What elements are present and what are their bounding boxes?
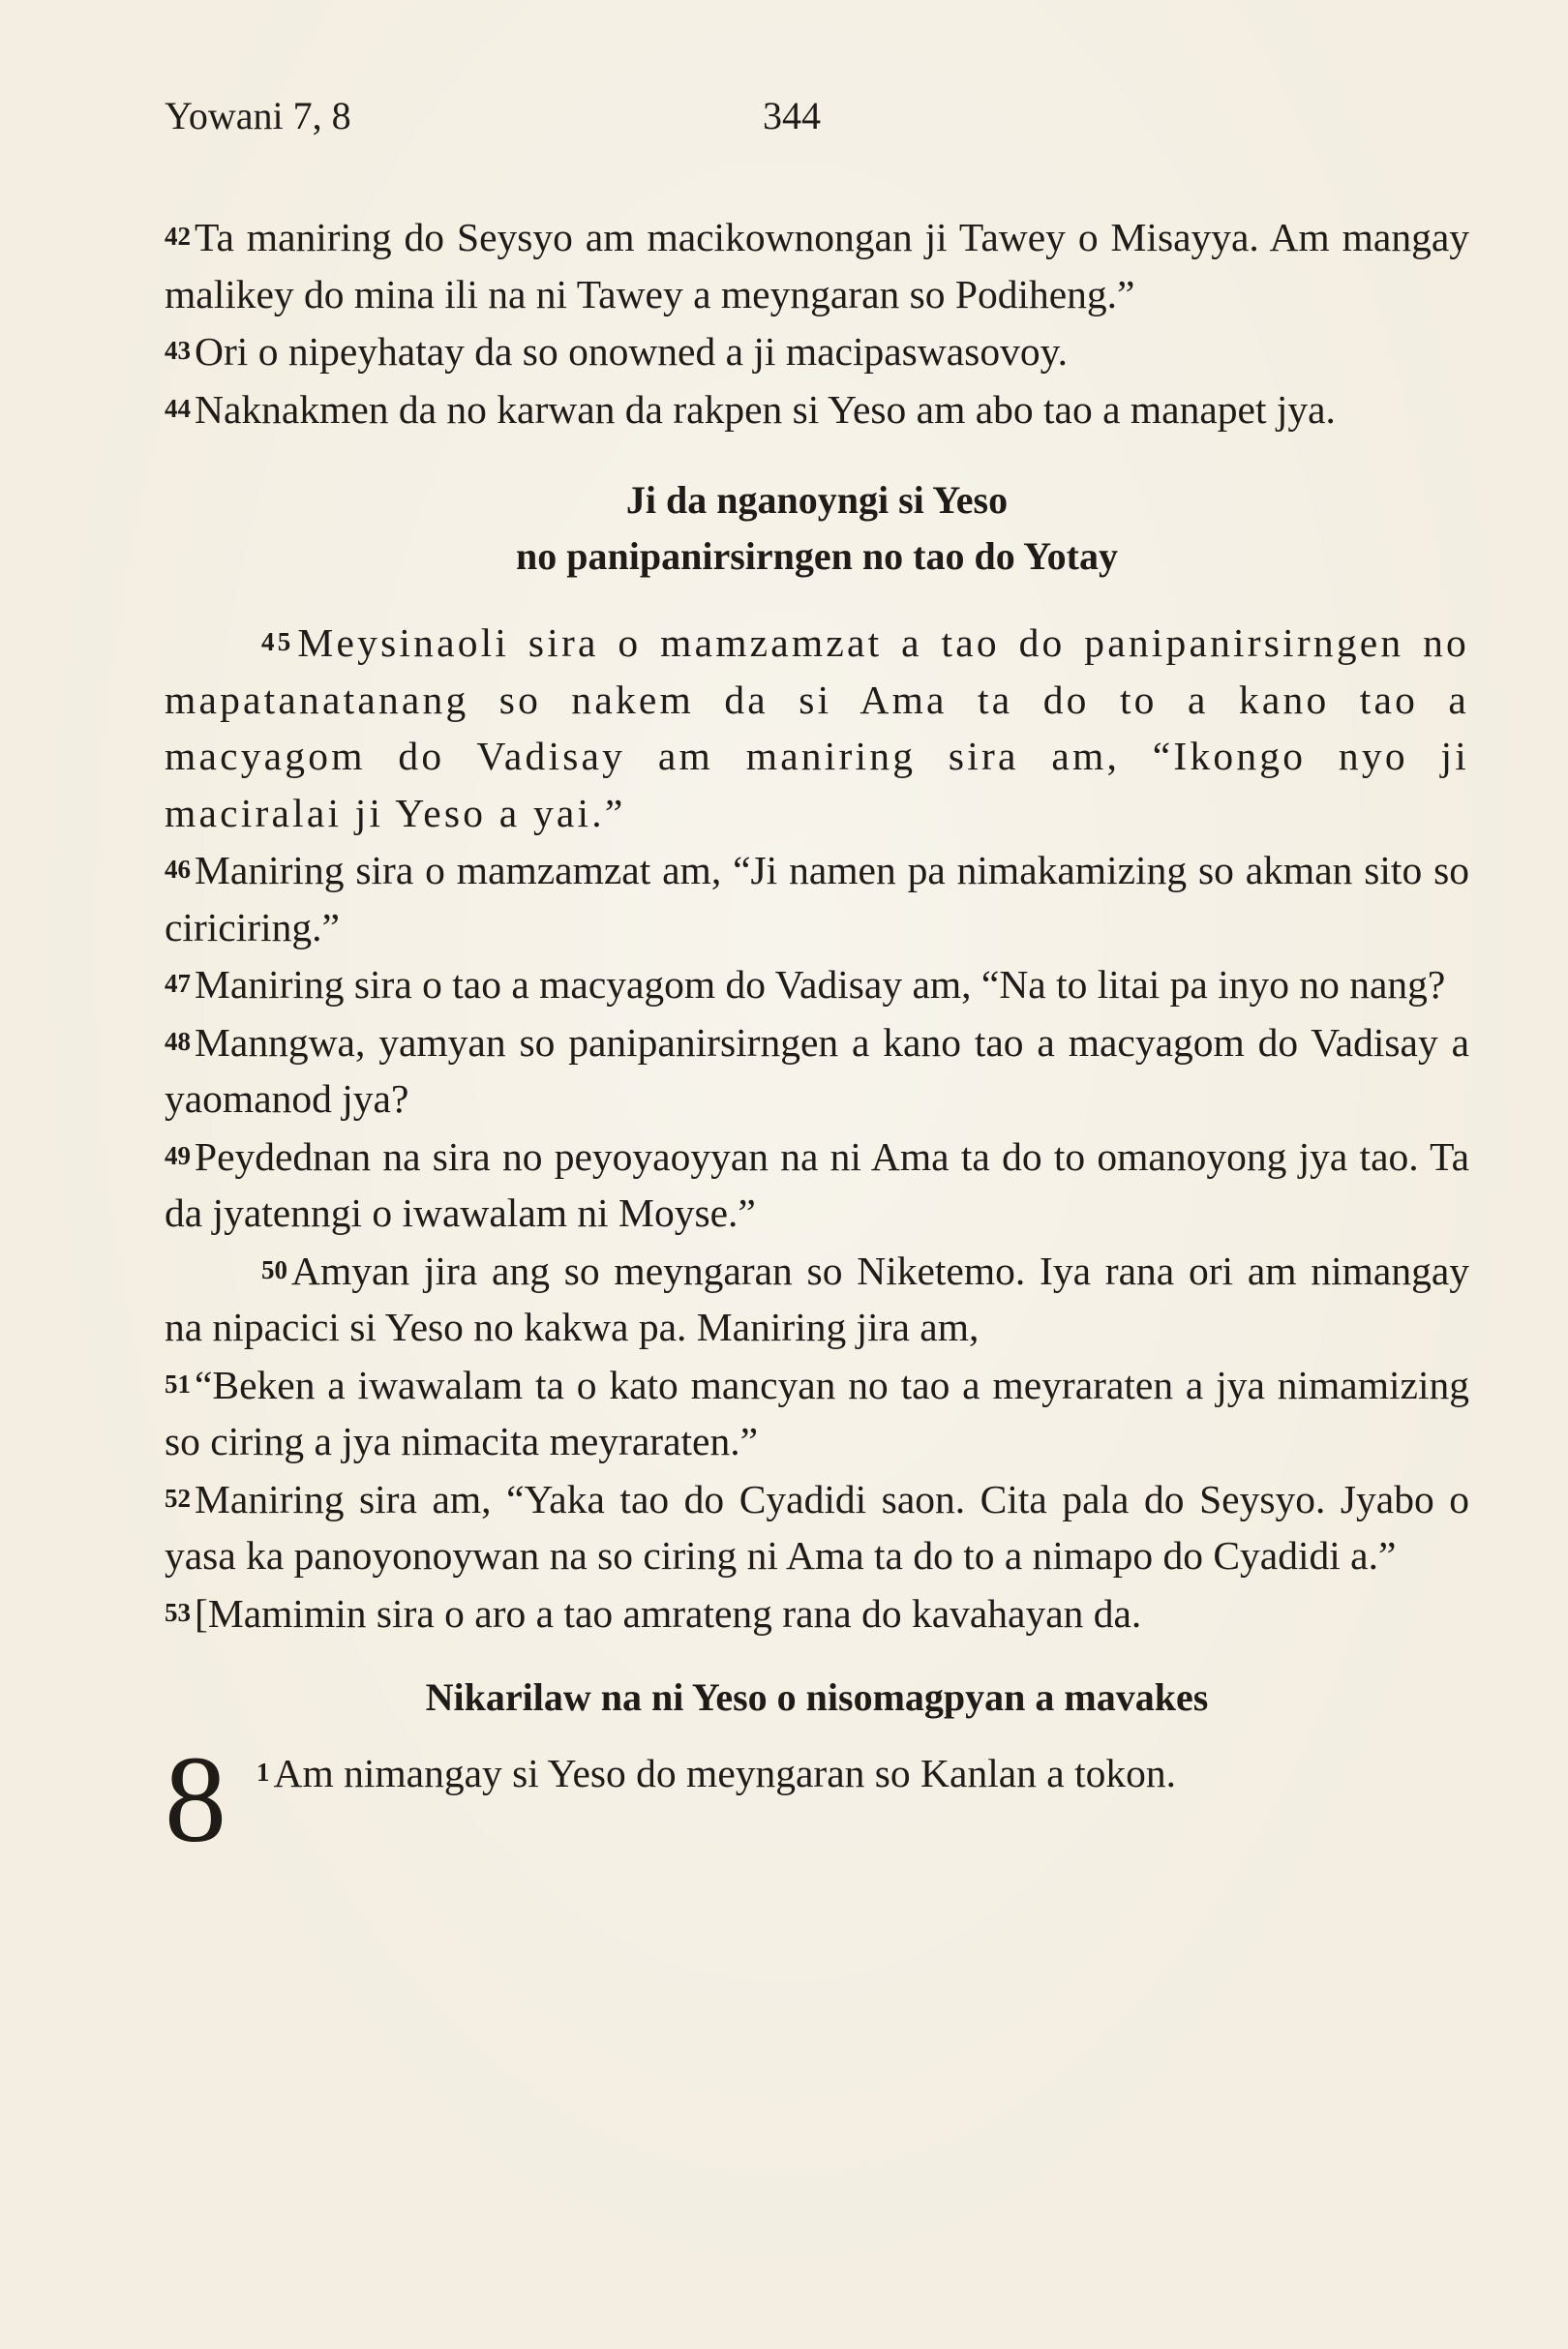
verse-text: Ori o nipeyhatay da so onowned a ji macipaswasovoy. bbox=[195, 329, 1069, 374]
verse-52 bbox=[165, 1470, 1469, 1584]
section-heading-line-1: Ji da nganoyngi si Yeso bbox=[625, 478, 1009, 522]
verse-text: Amyan jira ang so meyngaran so Niketemo. Iya rana ori am nimangay na nipacici si Yeso no kakwa pa. Maniring jira am, bbox=[165, 1248, 1469, 1349]
page-body bbox=[165, 208, 1469, 1868]
verse-number: 52 bbox=[165, 1483, 191, 1513]
chapter-number: 8 bbox=[165, 1731, 226, 1868]
page-number: 344 bbox=[763, 94, 821, 137]
verse-text: Peydednan na sira no peyoyaoyyan na ni Ama ta do to omanoyong jya tao. Ta da jyatenngi o iwawalam ni Moyse.” bbox=[165, 1133, 1469, 1235]
verse-44 bbox=[165, 380, 1469, 438]
verse-text: Maniring sira o tao a macyagom do Vadisay am, “Na to litai pa inyo no nang? bbox=[195, 962, 1446, 1007]
verse-46 bbox=[165, 841, 1469, 955]
verse-51 bbox=[165, 1356, 1469, 1470]
page-header bbox=[165, 93, 1442, 151]
verse-number: 48 bbox=[165, 1026, 191, 1056]
running-head: Yowani 7, 8 bbox=[165, 94, 351, 137]
verse-text: Manngwa, yamyan so panipanirsirngen a kano tao a macyagom do Vadisay a yaomanod jya? bbox=[165, 1019, 1469, 1121]
verse-text: Naknakmen da no karwan da rakpen si Yeso am abo tao a manapet jya. bbox=[195, 386, 1336, 432]
chapter-8-start bbox=[165, 1731, 1469, 1868]
verse-53 bbox=[165, 1584, 1469, 1642]
verse-number: 43 bbox=[165, 336, 191, 365]
verse-text: Maniring sira am, “Yaka tao do Cyadidi saon. Cita pala do Seysyo. Jyabo o yasa ka panoyonoywan na so ciring ni Ama ta do to a nimapo do Cyadidi a.” bbox=[165, 1476, 1469, 1578]
verse-50 bbox=[165, 1242, 1469, 1356]
verse-text: Am nimangay si Yeso do meyngaran so Kanlan a tokon. bbox=[273, 1751, 1176, 1795]
verse-text: “Beken a iwawalam ta o kato mancyan no tao a meyraraten a jya nimamizing so ciring a jya nimacita meyraraten.” bbox=[165, 1362, 1469, 1463]
verse-number: 51 bbox=[165, 1369, 191, 1399]
verse-number: 53 bbox=[165, 1597, 191, 1627]
verse-number: 47 bbox=[165, 969, 191, 998]
verse-number: 44 bbox=[165, 393, 191, 423]
verse-number: 45 bbox=[261, 627, 294, 656]
verse-number: 42 bbox=[165, 222, 191, 251]
verse-text: Ta maniring do Seysyo am macikownongan ji Tawey o Misayya. Am mangay malikey do mina ili na ni Tawey a meyngaran so Podiheng.” bbox=[165, 215, 1469, 316]
section-heading bbox=[165, 472, 1469, 585]
verse-47 bbox=[165, 955, 1469, 1013]
verse-45 bbox=[165, 614, 1469, 841]
verse-8-1 bbox=[256, 1744, 1469, 1802]
verse-43 bbox=[165, 322, 1469, 380]
section-heading-2: Nikarilaw na ni Yeso o nisomagpyan a mavakes bbox=[425, 1675, 1209, 1719]
verse-number: 46 bbox=[165, 855, 191, 884]
verse-number: 50 bbox=[261, 1254, 287, 1284]
verse-42 bbox=[165, 208, 1469, 322]
verse-49 bbox=[165, 1128, 1469, 1242]
verse-number: 1 bbox=[256, 1758, 270, 1787]
verse-text: Maniring sira o mamzamzat am, “Ji namen pa nimakamizing so akman sito so ciriciring.” bbox=[165, 848, 1469, 949]
verse-text: [Mamimin sira o aro a tao amrateng rana do kavahayan da. bbox=[195, 1590, 1142, 1636]
verse-text: Meysinaoli sira o mamzamzat a tao do panipanirsirngen no mapatanatanang so nakem da si Ama ta do to a kano tao a macyagom do Vadisay am maniring sira am, “Ikongo nyo ji maciralai ji Yeso a yai.” bbox=[165, 620, 1469, 835]
verse-number: 49 bbox=[165, 1140, 191, 1170]
section-heading-line-2: no panipanirsirngen no tao do Yotay bbox=[516, 534, 1118, 578]
verse-48 bbox=[165, 1013, 1469, 1128]
